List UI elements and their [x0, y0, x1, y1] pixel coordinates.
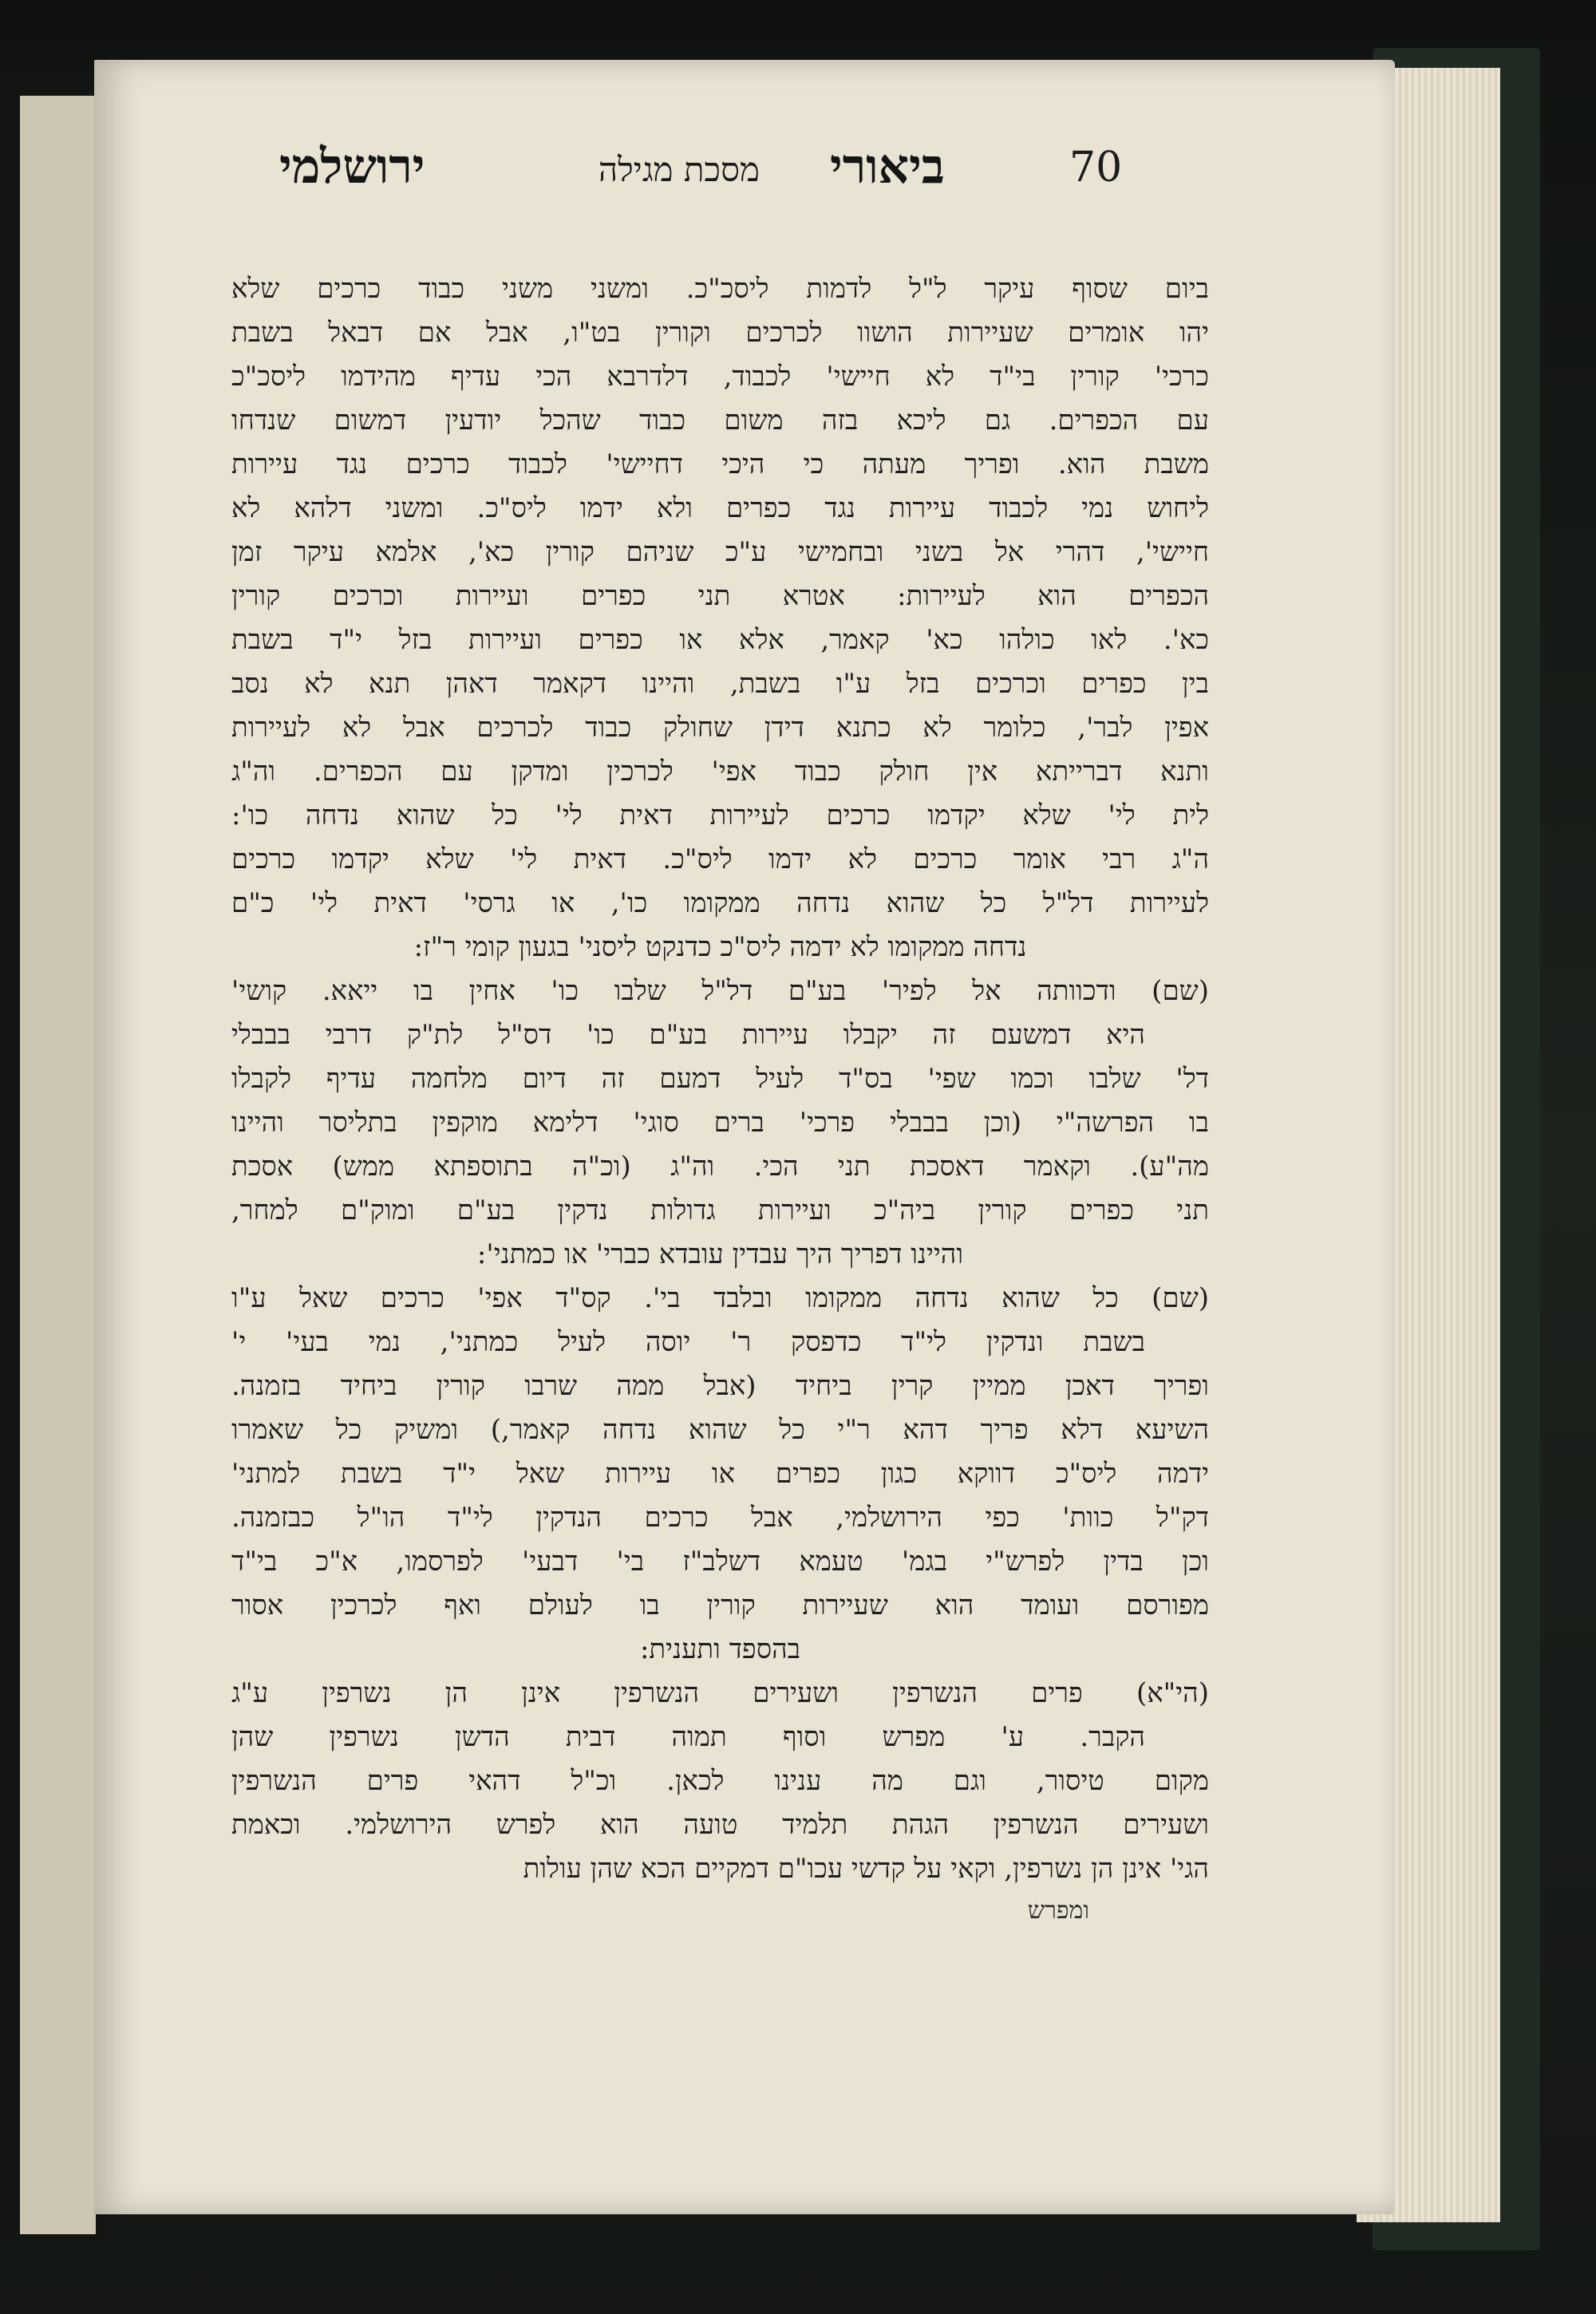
text-line: (שם) ודכוותה אל לפיר' בע"ם דל"ל שלבו כו' אחין בו ייאא. קושי': [231, 975, 1209, 1007]
page-number: 70: [1069, 144, 1123, 192]
text-line: לית לי' שלא יקדמו כרכים לעיירות דאית לי' כל שהוא נדחה כו':: [231, 800, 1209, 831]
header-tractate: מסכת מגילה: [598, 150, 760, 189]
text-line: (הי"א) פרים הנשרפין ושעירים הנשרפין אינן הן נשרפין ע"ג: [231, 1677, 1209, 1709]
text-line: אפין לבר', כלומר לא כתנא דידן שחולק כבוד לכרכים אבל לא לעיירות: [231, 712, 1209, 744]
text-line: דל' שלבו וכמו שפי' בס"ד לעיל דמעם זה דיום מלחמה עדיף לקבלו: [231, 1063, 1209, 1095]
text-line: תני כפרים קורין ביה"כ ועיירות גדולות נדקין בע"ם ומוק"ם למחר,: [231, 1195, 1209, 1226]
text-line: מפורסם ועומד הוא שעיירות קורין בו לעולם ואף לכרכין אסור: [231, 1589, 1209, 1621]
header-main-title: ביאורי: [830, 139, 945, 195]
text-line: הכפרים הוא לעיירות: אטרא תני כפרים ועיירות וכרכים קורין: [231, 580, 1209, 612]
running-header: [263, 120, 1277, 231]
text-line: בשבת ונדקין לי"ד כדפסק ר' יוסה לעיל כמתני', נמי בעי' י': [231, 1326, 1145, 1358]
endpaper-left: [20, 96, 96, 2234]
text-line: ותנא דברייתא אין חולק כבוד אפי' לכרכין ומדקן עם הכפרים. וה"ג: [231, 756, 1209, 788]
catchword: ומפרש: [1027, 1897, 1089, 1925]
text-line: כרכי' קורין בי"ד לא חיישי' לכבוד, דלדרבא הכי עדיף מהידמו ליסכ"כ: [231, 361, 1209, 393]
text-line: וכן בדין לפרש"י בגמ' טעמא דשלב"ז בי' דבעי' לפרסמו, א"כ בי"ד: [231, 1546, 1209, 1578]
text-line: מה"ע). וקאמר דאסכת תני הכי. וה"ג (וכ"ה בתוספתא ממש) אסכת: [231, 1151, 1209, 1183]
text-line: ידמה ליס"כ דווקא כגון כפרים או עיירות שאל י"ד בשבת למתני': [231, 1458, 1209, 1490]
text-line: משבת הוא. ופריך מעתה כי היכי דחיישי' לכבוד כרכים נגד עיירות: [231, 448, 1209, 480]
text-line: היא דמשעם זה יקבלו עיירות בע"ם כו' דס"ל לת"ק דרבי בבבלי: [231, 1019, 1145, 1051]
header-book-title: ירושלמי: [279, 139, 425, 195]
text-line: בין כפרים וכרכים בזל ע"ו בשבת, והיינו דקאמר דאהן תנא לא נסב: [231, 668, 1209, 700]
text-line: ביום שסוף עיקר ל"ל לדמות ליסכ"כ. ומשני משני כבוד כרכים שלא: [231, 273, 1209, 305]
text-line: יהו אומרים שעיירות הושוו לכרכים וקורין בט"ו, אבל אם דבאל בשבת: [231, 317, 1209, 349]
text-line: ופריך דאכן ממיין קרין ביחיד (אבל ממה שרבו קורין ביחיד בזמנה.: [231, 1370, 1209, 1402]
text-line: בו הפרשה"י (וכן בבבלי פרכי' ברים סוגי' דלימא מוקפין בתליסר והיינו: [231, 1107, 1209, 1139]
text-line: נדחה ממקומו לא ידמה ליס"כ כדנקט ליסני' בגעון קומי ר"ז:: [413, 931, 1027, 963]
text-line: דק"ל כוות' כפי הירושלמי, אבל כרכים הנדקין לי"ד הו"ל כבזמנה.: [231, 1502, 1209, 1534]
text-line: השיעא דלא פריך דהא ר"י כל שהוא נדחה קאמר,) ומשיק כל שאמרו: [231, 1414, 1209, 1446]
text-line: (שם) כל שהוא נדחה ממקומו ובלבד בי'. קס"ד אפי' כרכים שאל ע"ו: [231, 1282, 1209, 1314]
commentary-text: [231, 267, 1209, 1931]
text-line: עם הכפרים. גם ליכא בזה משום כבוד שהכל יודעין דמשום שנדחו: [231, 405, 1209, 436]
text-line: חיישי', דהרי אל בשני ובחמישי ע"כ שניהם קורין כא', אלמא עיקר זמן: [231, 536, 1209, 568]
text-line: מקום טיסור, וגם מה ענינו לכאן. וכ"ל דהאי פרים הנשרפין: [231, 1765, 1209, 1797]
text-line: והיינו דפריך היך עבדין עובדא כברי' או כמתני':: [476, 1238, 964, 1270]
text-line: הקבר. ע' מפרש וסוף תמוה דבית הדשן נשרפין שהן: [231, 1721, 1145, 1753]
text-line: ליחוש נמי לכבוד עיירות נגד כפרים ולא ידמו ליס"כ. ומשני דלהא לא: [231, 492, 1209, 524]
text-line: הגי' אינן הן נשרפין, וקאי על קדשי עכו"ם דמקיים הכא שהן עולות: [523, 1853, 1209, 1885]
text-line: ושעירים הנשרפין הגהת תלמיד טועה הוא לפרש הירושלמי. וכאמת: [231, 1809, 1209, 1841]
text-line: לעיירות דל"ל כל שהוא נדחה ממקומו כו', או גרסי' דאית לי' כ"ם: [231, 887, 1209, 919]
text-line: ה"ג רבי אומר כרכים לא ידמו ליס"כ. דאית לי' שלא יקדמו כרכים: [231, 843, 1209, 875]
text-line: בהספד ותענית:: [639, 1633, 801, 1665]
text-line: כא'. לאו כולהו כא' קאמר, אלא או כפרים ועיירות בזל י"ד בשבת: [231, 624, 1209, 656]
